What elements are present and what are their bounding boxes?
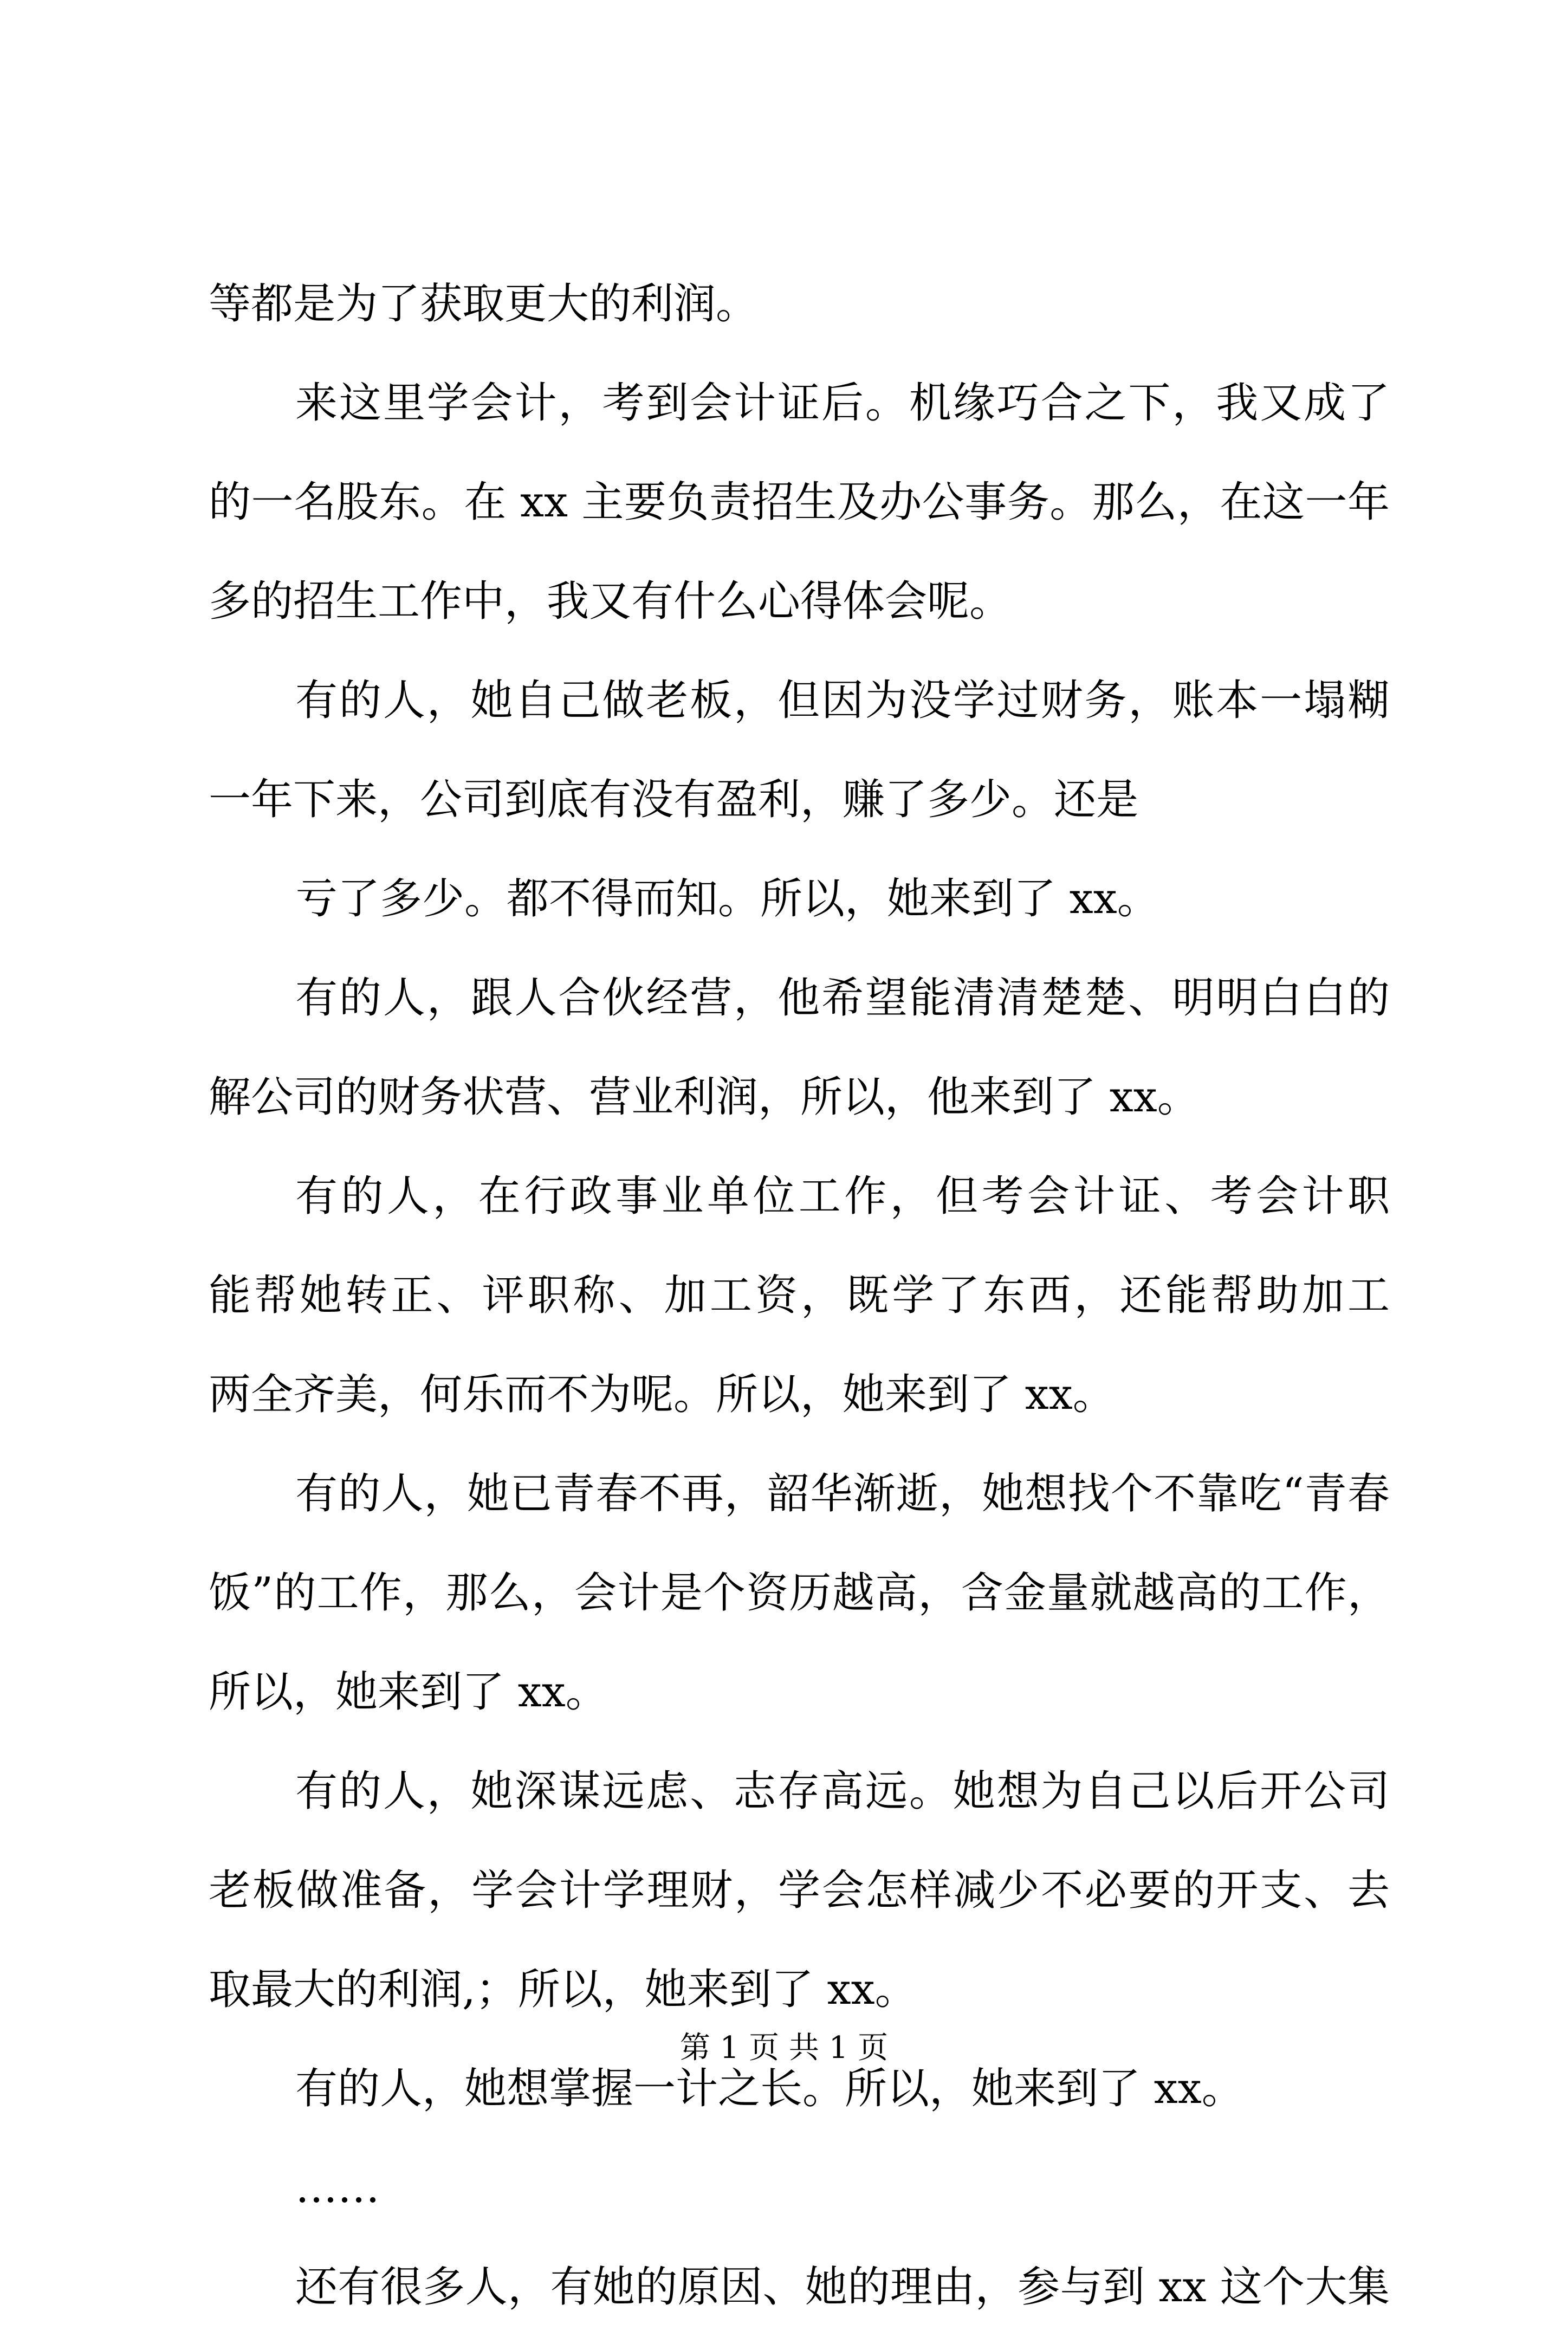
document-body bbox=[209, 255, 1390, 2337]
text-line: 能帮她转正、评职称、加工资，既学了东西，还能帮助加工 bbox=[209, 1271, 1390, 1320]
text-line: 有的人，她已青春不再，韶华渐逝，她想找个不靠吃“青春 bbox=[295, 1469, 1390, 1518]
text-line: 有的人，跟人合伙经营，他希望能清清楚楚、明明白白的 bbox=[295, 974, 1390, 1022]
text-line: 两全齐美，何乐而不为呢。所以，她来到了 xx。 bbox=[209, 1370, 1115, 1419]
text-line: …… bbox=[295, 2164, 380, 2212]
text-line: 解公司的财务状营、营业利润，所以，他来到了 xx。 bbox=[209, 1073, 1200, 1122]
text-line: 有的人，在行政事业单位工作，但考会计证、考会计职 bbox=[295, 1172, 1390, 1221]
page-footer: 第 1 页 共 1 页 bbox=[679, 2030, 889, 2066]
text-line: 一年下来，公司到底有没有盈利，赚了多少。还是 bbox=[209, 775, 1139, 824]
text-line: 有的人，她自己做老板，但因为没学过财务，账本一塌糊 bbox=[295, 676, 1390, 725]
text-line: 还有很多人，有她的原因、她的理由，参与到 xx 这个大集 bbox=[295, 2263, 1390, 2312]
text-line: 有的人，她想掌握一计之长。所以，她来到了 xx。 bbox=[295, 2064, 1244, 2113]
text-line: 的一名股东。在 xx 主要负责招生及办公事务。那么，在这一年 bbox=[209, 478, 1390, 527]
text-line: 有的人，她深谋远虑、志存高远。她想为自己以后开公司 bbox=[295, 1767, 1390, 1816]
text-line: 所以，她来到了 xx。 bbox=[209, 1668, 608, 1717]
text-line: 饭”的工作，那么，会计是个资历越高，含金量就越高的工作， bbox=[209, 1569, 1390, 1617]
text-line: 多的招生工作中，我又有什么心得体会呢。 bbox=[209, 577, 1012, 626]
text-line: 取最大的利润,；所以，她来到了 xx。 bbox=[209, 1965, 917, 2014]
text-line: 等都是为了获取更大的利润。 bbox=[209, 280, 759, 328]
text-line: 老板做准备，学会计学理财，学会怎样减少不必要的开支、去 bbox=[209, 1866, 1390, 1915]
text-line: 来这里学会计，考到会计证后。机缘巧合之下，我又成了 bbox=[295, 379, 1390, 428]
text-line: 亏了多少。都不得而知。所以，她来到了 xx。 bbox=[295, 875, 1159, 923]
